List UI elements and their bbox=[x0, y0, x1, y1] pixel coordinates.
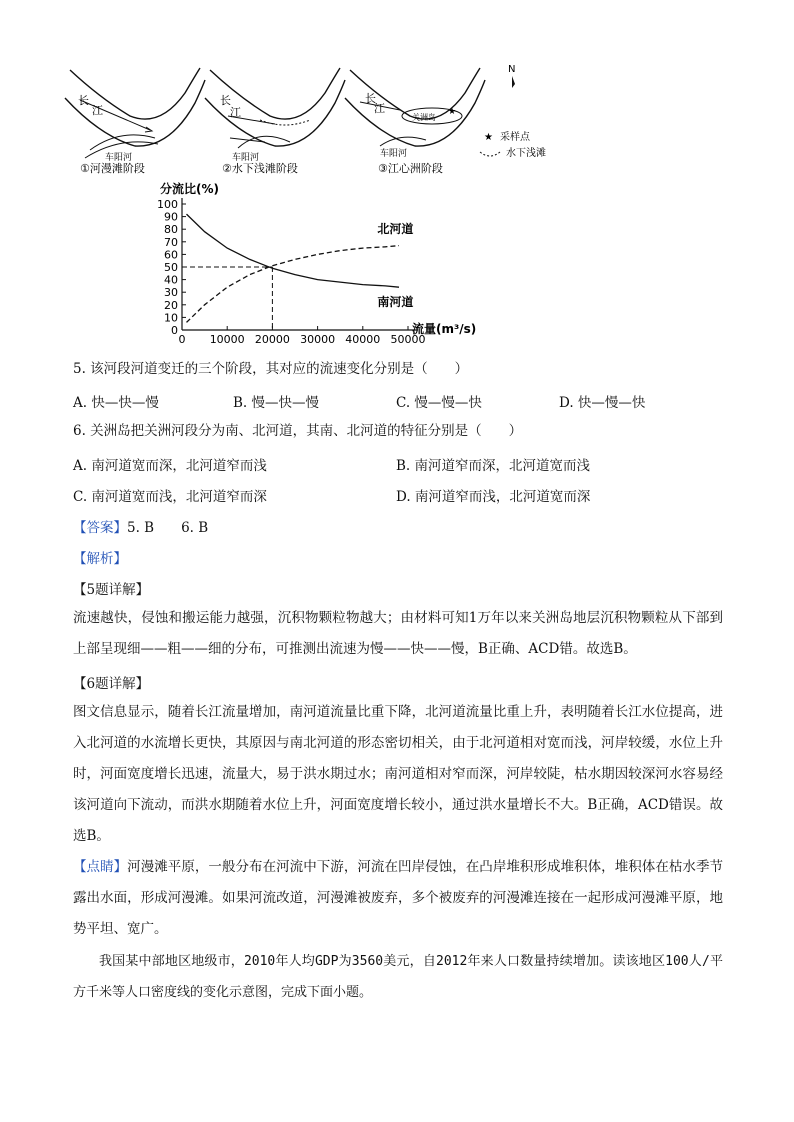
stage-3-diagram bbox=[345, 68, 485, 175]
flow-ratio-chart-svg bbox=[140, 180, 500, 350]
detail-5-title: 【5题详解】 bbox=[73, 582, 150, 598]
y-tick-label: 80 bbox=[164, 223, 178, 237]
river-stage-svg bbox=[60, 58, 580, 178]
x-tick-label: 30000 bbox=[300, 333, 336, 346]
y-tick-label: 60 bbox=[164, 248, 178, 262]
intro-paragraph: 我国某中部地区地级市，2010年人均GDP为3560美元，自2012年来人口数量持续增加。读该地区100人/平方千米等人口密度线的变化示意图，完成下面小题。 bbox=[73, 954, 723, 1000]
legend-sample-label: 采样点 bbox=[500, 132, 530, 143]
stage-2-river-char-2: 江 bbox=[230, 106, 241, 119]
q5-option-c[interactable]: C. 慢—慢—快 bbox=[396, 395, 482, 411]
y-tick-label: 70 bbox=[164, 235, 178, 249]
north-arrow-icon bbox=[512, 76, 515, 88]
question-5-stem: 5. 该河段河道变迁的三个阶段，其对应的流速变化分别是（ ） bbox=[73, 361, 469, 377]
legend-star-icon: ★ bbox=[484, 132, 493, 143]
river-stage-figure bbox=[60, 58, 580, 178]
legend-shoal-label: 水下浅滩 bbox=[506, 148, 546, 159]
chart-ylabel: 分流比(%) bbox=[160, 182, 219, 196]
question-6-stem: 6. 关洲岛把关洲河段分为南、北河道，其南、北河道的特征分别是（ ） bbox=[73, 423, 523, 439]
y-tick-label: 20 bbox=[164, 298, 178, 312]
detail-5-text: 流速越快，侵蚀和搬运能力越强，沉积物颗粒物越大；由材料可知1万年以来关洲岛地层沉积物颗粒从下部到上部呈现细——粗——细的分布，可推测出流速为慢——快——慢，B正确、ACD错。故选B。 bbox=[73, 610, 723, 657]
stage-3-river-char-2: 江 bbox=[374, 102, 385, 115]
y-tick-label: 10 bbox=[164, 311, 178, 325]
stage-3-river-char-1: 长 bbox=[365, 92, 376, 105]
y-tick-label: 90 bbox=[164, 210, 178, 224]
point-text: 河漫滩平原，一般分布在河流中下游，河流在凹岸侵蚀，在凸岸堆积形成堆积体，堆积体在枯水季节露出水面，形成河漫滩。如果河流改道，河漫滩被废弃，多个被废弃的河漫滩连接在一起形成河漫滩平原，地势平坦、宽广。 bbox=[73, 859, 724, 937]
point-block bbox=[73, 852, 723, 945]
answer-line bbox=[73, 516, 208, 536]
q5-option-d[interactable]: D. 快—慢—快 bbox=[559, 395, 646, 411]
x-tick-label: 50000 bbox=[390, 333, 426, 346]
q6-option-d[interactable]: D. 南河道窄而浅，北河道宽而深 bbox=[396, 489, 591, 505]
stage-1-caption: ①河漫滩阶段 bbox=[80, 162, 145, 175]
stage-2-river-char-1: 长 bbox=[220, 94, 231, 107]
north-label: N bbox=[508, 64, 516, 75]
q6-option-a[interactable]: A. 南河道宽而深，北河道窄而浅 bbox=[73, 458, 267, 474]
y-tick-label: 0 bbox=[171, 324, 178, 337]
stage-2-diagram bbox=[205, 68, 345, 175]
stage-3-sample-star-icon: ★ bbox=[448, 107, 457, 117]
y-tick-label: 30 bbox=[164, 286, 178, 300]
answer-text: 5. B 6. B bbox=[127, 520, 209, 536]
flow-ratio-chart bbox=[140, 180, 500, 350]
stage-3-caption: ③江心洲阶段 bbox=[378, 162, 443, 175]
stage-3-tributary: 车阳河 bbox=[380, 149, 408, 159]
series-label-1: 北河道 bbox=[377, 221, 414, 236]
x-tick-label: 40000 bbox=[345, 333, 381, 346]
chart-xlabel: 流量(m³/s) bbox=[412, 322, 477, 336]
answer-label: 【答案】 bbox=[73, 520, 127, 536]
y-tick-label: 40 bbox=[164, 273, 178, 287]
stage-1-river-char-1: 长 bbox=[78, 94, 89, 107]
stage-2-caption: ②水下浅滩阶段 bbox=[222, 162, 298, 175]
x-tick-label: 0 bbox=[178, 333, 186, 346]
q5-option-a[interactable]: A. 快—快—慢 bbox=[73, 395, 159, 411]
stage-1-diagram bbox=[65, 68, 205, 175]
stage-1-tributary: 车阳河 bbox=[105, 153, 133, 163]
stage-1-river-char-2: 江 bbox=[92, 104, 103, 117]
series-label-2: 南河道 bbox=[377, 294, 414, 309]
y-tick-label: 50 bbox=[164, 261, 178, 274]
stage-2-tributary: 车阳河 bbox=[232, 153, 260, 163]
x-tick-label: 20000 bbox=[254, 333, 290, 346]
series-line-1 bbox=[187, 246, 400, 323]
q6-option-b[interactable]: B. 南河道窄而深，北河道宽而浅 bbox=[396, 458, 591, 474]
q5-option-b[interactable]: B. 慢—快—慢 bbox=[233, 395, 320, 411]
detail-6-title: 【6题详解】 bbox=[73, 676, 150, 692]
x-tick-label: 10000 bbox=[209, 333, 245, 346]
point-label: 【点睛】 bbox=[73, 859, 128, 875]
analysis-label: 【解析】 bbox=[73, 551, 127, 567]
stage-3-island: 关洲岛 bbox=[412, 113, 436, 122]
detail-6-text: 图文信息显示，随着长江流量增加，南河道流量比重下降，北河道流量比重上升，表明随着长江水位提高，进入北河道的水流增长更快，其原因与南北河道的形态密切相关，由于北河道相对宽而浅，河岸较缓，水位上升时，河面宽度增长迅速，流量大，易于洪水期过水；南河道相对窄而深，河岸较陡，枯水期因较深河水容易经该河道向下流动，而洪水期随着水位上升，河面宽度增长较小，通过洪水量增长不大。B正确，ACD错误。故选B。 bbox=[73, 704, 723, 844]
series-line-2 bbox=[187, 214, 400, 287]
q6-option-c[interactable]: C. 南河道宽而浅，北河道窄而深 bbox=[73, 489, 267, 505]
y-tick-label: 100 bbox=[157, 198, 178, 211]
legend-shoal-icon bbox=[480, 152, 500, 156]
